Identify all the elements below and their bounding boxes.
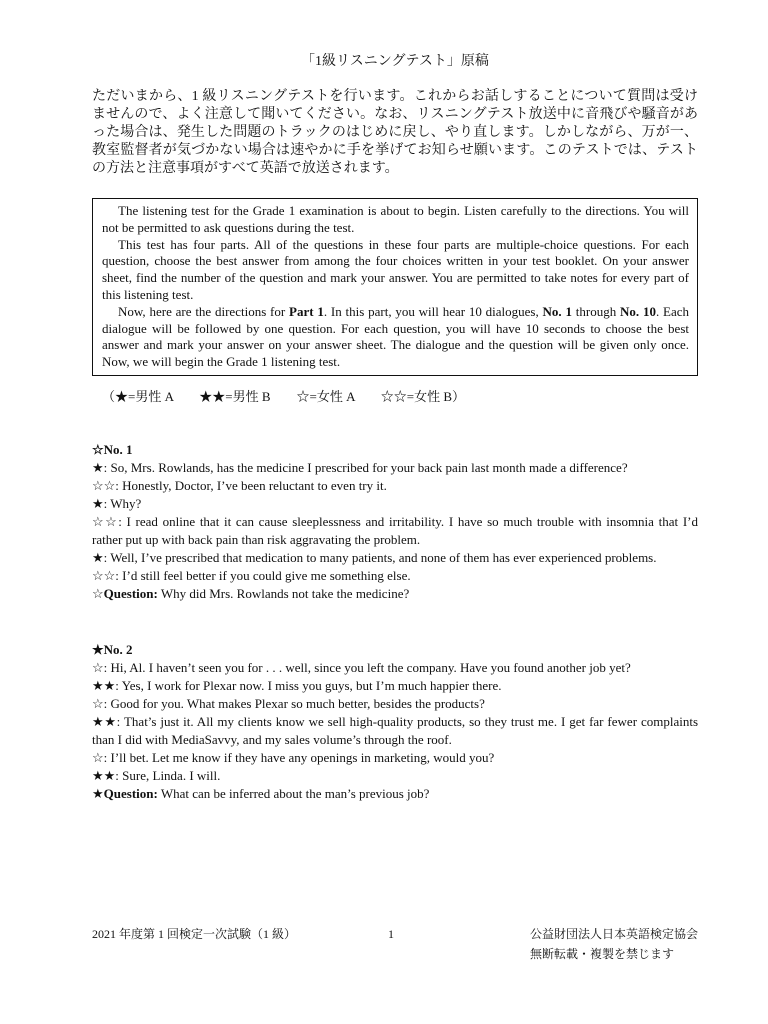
dialogue-line: ☆☆: I’d still feel better if you could give me something else. xyxy=(92,567,411,583)
dialogue-line: ☆: Hi, Al. I haven’t seen you for . . . well, since you left the company. Have you found another job yet? xyxy=(92,659,631,675)
question-label: Question: xyxy=(103,585,158,601)
directions-text: Now, here are the directions for xyxy=(118,303,290,319)
question-line xyxy=(92,585,698,603)
dialogue-line: ★: So, Mrs. Rowlands, has the medicine I prescribed for your back pain last month made a difference? xyxy=(92,459,628,475)
directions-box xyxy=(92,198,698,376)
dialogue-line: ★★: Sure, Linda. I will. xyxy=(92,767,221,783)
speaker-mark: ★ xyxy=(92,785,104,801)
question-number: No. 1 xyxy=(103,441,133,457)
question-text: Why did Mrs. Rowlands not take the medicine? xyxy=(157,585,410,601)
copyright-notice: 無断転載・複製を禁じます xyxy=(529,947,674,961)
question-text: What can be inferred about the man’s previous job? xyxy=(157,785,430,801)
last-question-label: No. 10 xyxy=(620,303,656,319)
speaker-mark: ★ xyxy=(92,641,104,657)
dialogue-line: ☆☆: I read online that it can cause sleeplessness and irritability. I have so much trouble with insomnia that I’d rather put up with back pain than risk aggravating the problem. xyxy=(92,513,698,547)
directions-text: . In this part, you will hear 10 dialogues, xyxy=(323,303,543,319)
speaker-mark: ☆ xyxy=(92,585,104,601)
question-block-2 xyxy=(92,641,698,803)
page-number: 1 xyxy=(388,927,394,941)
dialogue-line: ☆: Good for you. What makes Plexar so much better, besides the products? xyxy=(92,695,485,711)
directions-paragraph-1: The listening test for the Grade 1 examination is about to begin. Listen carefully to the directions. You will not be permitted to ask questions during the test. xyxy=(102,203,689,235)
dialogue-line: ★: Why? xyxy=(92,495,142,511)
directions-text: through xyxy=(571,303,621,319)
dialogue-line: ★★: Yes, I work for Plexar now. I miss you guys, but I’m much happier there. xyxy=(92,677,502,693)
directions-paragraph-3 xyxy=(102,304,689,371)
publisher-notice xyxy=(530,924,698,964)
question-number: No. 2 xyxy=(103,641,133,657)
question-block-1 xyxy=(92,441,698,603)
exam-session-label: 2021 年度第 1 回検定一次試験（1 級） xyxy=(92,927,297,941)
question-heading xyxy=(92,641,698,659)
speaker-legend: （★=男性 A ★★=男性 B ☆=女性 A ☆☆=女性 B） xyxy=(102,388,466,404)
dialogue-line: ☆☆: Honestly, Doctor, I’ve been reluctant to even try it. xyxy=(92,477,387,493)
question-label: Question: xyxy=(103,785,158,801)
question-heading xyxy=(92,441,698,459)
dialogue-line: ☆: I’ll bet. Let me know if they have any openings in marketing, would you? xyxy=(92,749,495,765)
part-label: Part 1 xyxy=(289,303,324,319)
question-line xyxy=(92,785,698,803)
intro-paragraph: ただいまから、1 級リスニングテストを行います。これからお話しすることについて質問は受けませんので、よく注意して聞いてください。なお、リスニングテスト放送中に音飛びや騒音があった場合は、発生した問題のトラックのはじめに戻し、やり直します。しかしながら、万が一、教室監督者が気づかない場合は速やかに手を挙げてお知らせ願います。このテストでは、テストの方法と注意事項がすべて英語で放送されます。 xyxy=(92,89,698,176)
first-question-label: No. 1 xyxy=(542,303,572,319)
dialogue-line: ★★: That’s just it. All my clients know we sell high-quality products, so they trust me. I get far fewer complaints than I did with MediaSavvy, and my sales volume’s through the roof. xyxy=(92,713,698,747)
directions-text: . Each dialogue will be followed by one question. For each question, you will have 10 seconds to choose the best answer and mark your answer on your answer sheet. The dialogue and the question will be given only once. Now, we will begin the Grade 1 listening test. xyxy=(102,303,689,370)
dialogue-line: ★: Well, I’ve prescribed that medication to many patients, and none of them has ever experienced problems. xyxy=(92,549,657,565)
speaker-mark: ☆ xyxy=(92,441,104,457)
page-title: 「1級リスニングテスト」原稿 xyxy=(301,54,489,69)
publisher-name: 公益財団法人日本英語検定協会 xyxy=(529,927,698,941)
directions-paragraph-2: This test has four parts. All of the questions in these four parts are multiple-choice questions. For each question, choose the best answer from among the four choices written in your test booklet. On your answer sheet, find the number of the question and mark your answer. You are permitted to take notes for every part of this listening test. xyxy=(102,236,689,302)
